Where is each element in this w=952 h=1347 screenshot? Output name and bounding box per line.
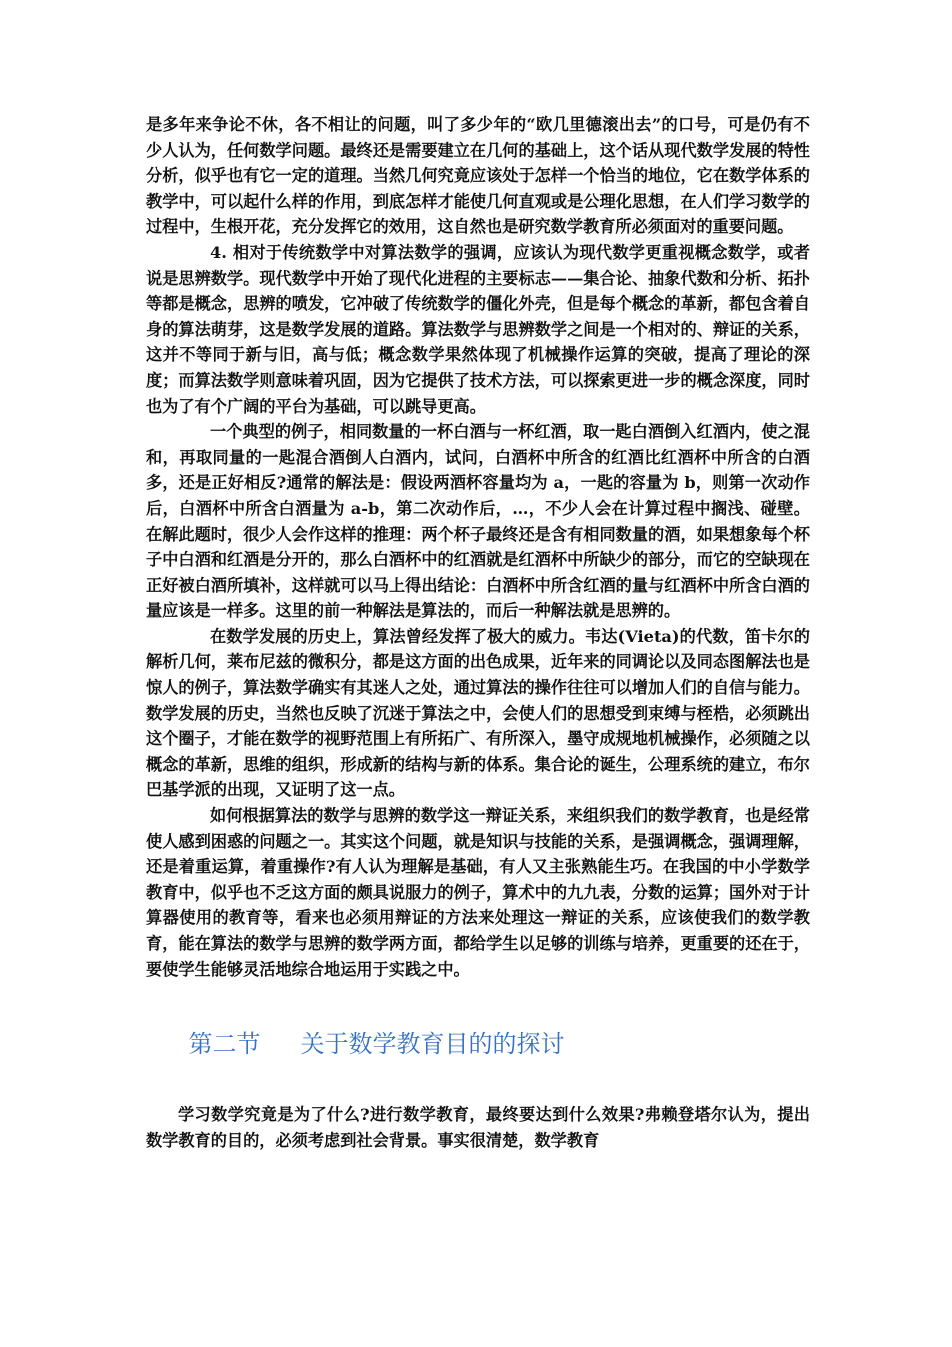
paragraph-education: 如何根据算法的数学与思辨的数学这一辩证关系，来组织我们的数学教育，也是经常使人感到困惑的问题之一。其实这个问题，就是知识与技能的关系，是强调概念，强调理解，还是着重运算，着重操作?有人认为理解是基础，有人又主张熟能生巧。在我国的中小学数学教育中，似乎也不乏这方面的颇具说服力的例子，算术中的九九表，分数的运算；国外对于计算器使用的教育等，看来也必须用辩证的方法来处理这一辩证的关系，应该使我们的数学教育，能在算法的数学与思辨的数学两方面，都给学生以足够的训练与培养，更重要的还在于，要使学生能够灵活地综合地运用于实践之中。 bbox=[146, 806, 810, 979]
paragraph-history: 在数学发展的历史上，算法曾经发挥了极大的威力。韦达(Vieta)的代数，笛卡尔的解析几何，莱布尼兹的微积分，都是这方面的出色成果，近年来的同调论以及同态图解法也是惊人的例子，算法数学确实有其迷人之处，通过算法的操作往往可以增加人们的自信与能力。数学发展的历史，当然也反映了沉迷于算法之中，会使人们的思想受到束缚与桎梏，必须跳出这个圈子，才能在数学的视野范围上有所拓广、有所深入，墨守成规地机械操作，必须随之以概念的革新，思维的组织，形成新的结构与新的体系。集合论的诞生，公理系统的建立，布尔巴基学派的出现，又证明了这一点。 bbox=[146, 626, 810, 800]
document-page bbox=[146, 112, 810, 1153]
paragraph-point-4: 4. 相对于传统数学中对算法数学的强调，应该认为现代数学更重视概念数学，或者说是思辨数学。现代数学中开始了现代化进程的主要标志——集合论、抽象代数和分析、拓扑等都是概念，思辨的喷发，它冲破了传统数学的僵化外壳，但是每个概念的革新，都包含着自身的算法萌芽，这是数学发展的道路。算法数学与思辨数学之间是一个相对的、辩证的关系，这并不等同于新与旧，高与低；概念数学果然体现了机械操作运算的突破，提高了理论的深度；而算法数学则意味着巩固，因为它提供了技术方法，可以探索更进一步的概念深度，同时也为了有个广阔的平台为基础，可以跳导更高。 bbox=[146, 242, 810, 416]
paragraph-continuation: 是多年来争论不休，各不相让的问题，叫了多少年的“欧几里德滚出去”的口号，可是仍有不少人认为，任何数学问题。最终还是需要建立在几何的基础上，这个话从现代数学发展的特性分析，似乎也有它一定的道理。当然几何究竟应该处于怎样一个恰当的地位，它在数学体系的教学中，可以起什么样的作用，到底怎样才能使几何直观或是公理化思想，在人们学习数学的过程中，生根开花，充分发挥它的效用，这自然也是研究数学教育所必须面对的重要问题。 bbox=[146, 115, 810, 237]
paragraph-section-intro: 学习数学究竟是为了什么?进行数学教育，最终要达到什么效果?弗赖登塔尔认为，提出数学教育的目的，必须考虑到社会背景。事实很清楚，数学教育 bbox=[146, 1105, 810, 1150]
paragraph-example: 一个典型的例子，相同数量的一杯白酒与一杯红酒，取一匙白酒倒入红酒内，使之混和，再取同量的一匙混合酒倒人白酒内，试问，白酒杯中所含的红酒比红酒杯中所含的白酒多，还是正好相反?通常的解法是：假设两酒杯容量均为 a，一匙的容量为 b，则第一次动作后，白酒杯中所含白酒量为 a-b，第二次动作后，…，不少人会在计算过程中搁浅、碰壁。在解此题时，很少人会作这样的推理：两个杯子最终还是含有相同数量的酒，如果想象每个杯子中白酒和红酒是分开的，那么白酒杯中的红酒就是红酒杯中所缺少的部分，而它的空缺现在正好被白酒所填补，这样就可以马上得出结论：白酒杯中所含红酒的量与红酒杯中所含白酒的量应该是一样多。这里的前一种解法是算法的，而后一种解法就是思辨的。 bbox=[146, 422, 810, 621]
section-title: 关于数学教育目的的探讨 bbox=[300, 1030, 565, 1059]
section-number: 第二节 bbox=[188, 1030, 261, 1059]
section-heading bbox=[158, 990, 810, 1098]
